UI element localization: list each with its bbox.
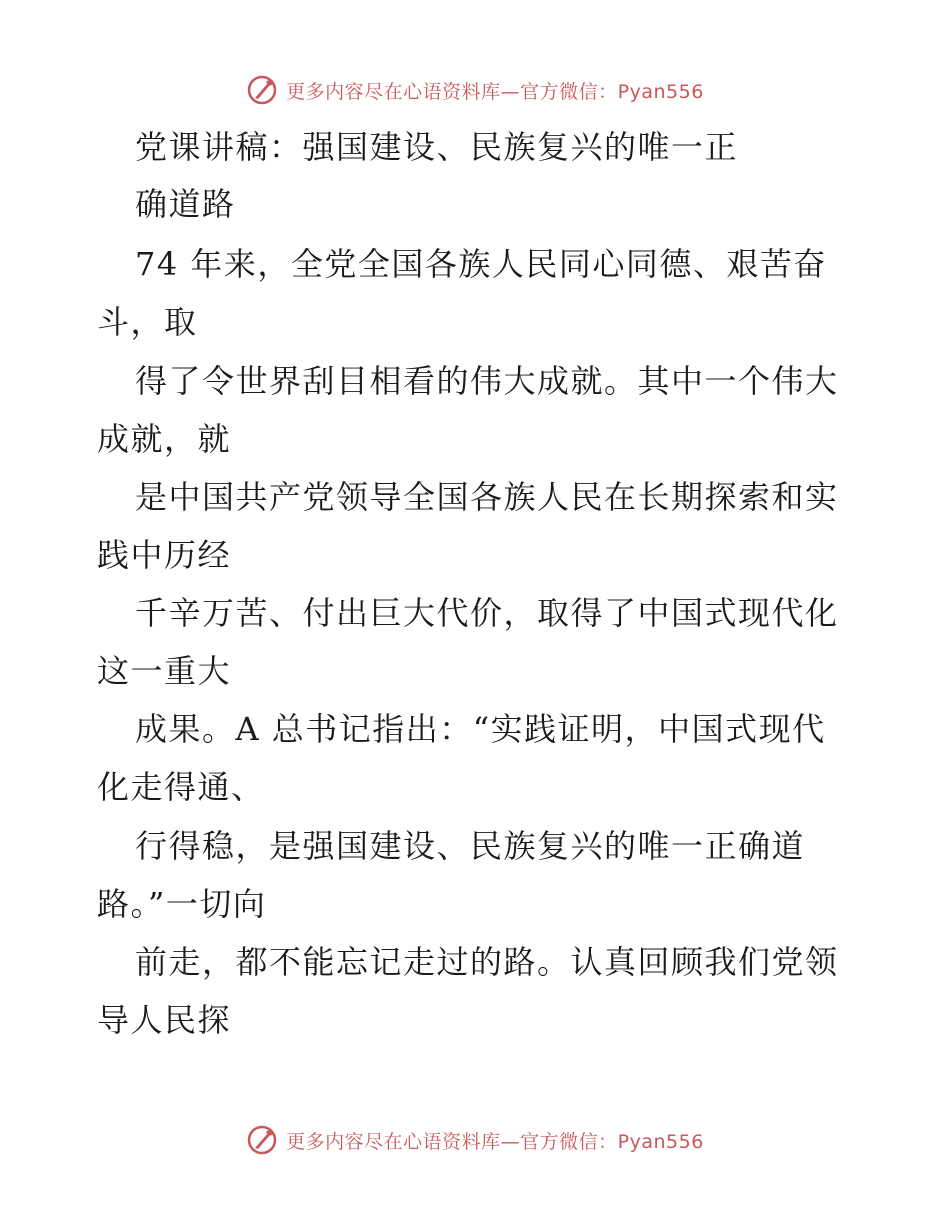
text-line: 路。”一切向: [97, 885, 267, 923]
text-line: 千辛万苦、付出巨大代价，取得了中国式现代化: [135, 594, 839, 632]
text-line: 践中历经: [97, 536, 232, 574]
text-line: 化走得通、: [97, 768, 265, 806]
footer-banner: [0, 1120, 950, 1160]
text-line: 斗，取: [97, 303, 198, 341]
text-line: 成果。A 总书记指出：“实践证明，中国式现代: [135, 710, 826, 748]
text-line: 成就，就: [97, 420, 232, 458]
text-line: 这一重大: [97, 652, 232, 690]
quill-logo-icon: [246, 1124, 278, 1156]
text-line: 是中国共产党领导全国各族人民在长期探索和实: [135, 478, 839, 516]
quill-logo-icon: [246, 74, 278, 106]
text-line: 行得稳，是强国建设、民族复兴的唯一正确道: [135, 827, 806, 865]
text-line-title-2: 确道路: [135, 185, 236, 223]
text-line: 得了令世界刮目相看的伟大成就。其中一个伟大: [135, 362, 839, 400]
text-line: 导人民探: [97, 1001, 232, 1039]
header-banner: [0, 70, 950, 110]
header-banner-text: 更多内容尽在心语资料库—官方微信：Pyan556: [286, 80, 704, 103]
footer-banner-text: 更多内容尽在心语资料库—官方微信：Pyan556: [286, 1130, 704, 1153]
text-line: 前走，都不能忘记走过的路。认真回顾我们党领: [135, 943, 839, 981]
text-line: 74 年来，全党全国各族人民同心同德、艰苦奋: [135, 245, 827, 283]
text-line-title-1: 党课讲稿：强国建设、民族复兴的唯一正: [135, 128, 739, 166]
